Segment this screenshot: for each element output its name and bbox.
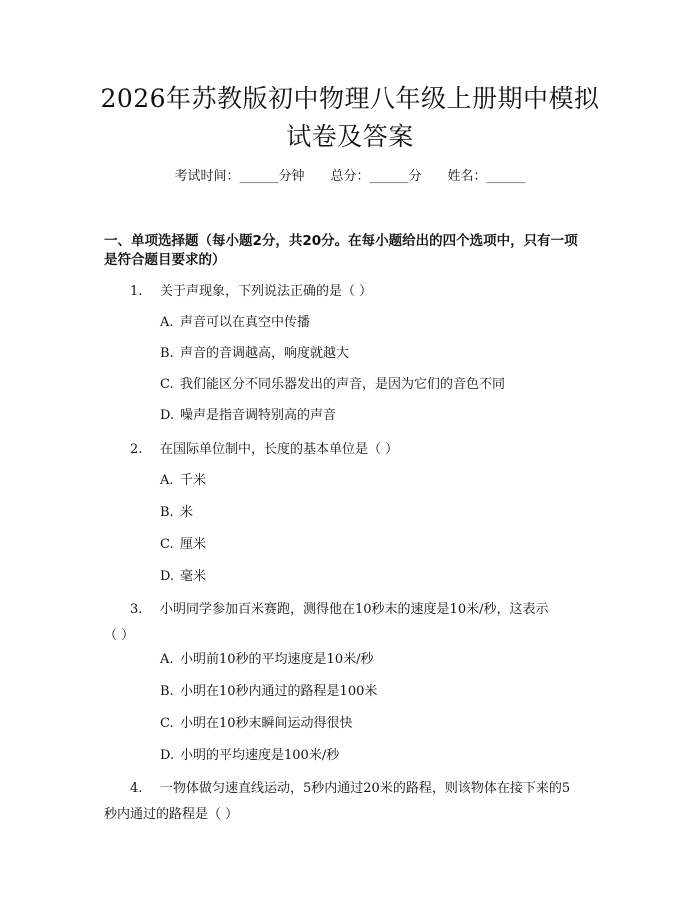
option-2d xyxy=(160,568,206,586)
exam-info-line xyxy=(0,168,700,186)
question-text: 在国际单位制中，长度的基本单位是（ ） xyxy=(160,442,399,457)
option-3b xyxy=(160,683,377,701)
student-name-field: 姓名：______ xyxy=(447,169,526,184)
question-number: 4. xyxy=(130,781,143,796)
option-text: 小明在10秒内通过的路程是100米 xyxy=(180,684,378,699)
option-text: 小明在10秒末瞬间运动得很快 xyxy=(180,716,353,731)
option-3d xyxy=(160,747,339,765)
section-heading-line2: 是符合题目要求的） xyxy=(104,252,226,268)
option-letter: C. xyxy=(160,537,174,552)
option-letter: A. xyxy=(160,473,174,488)
option-1c xyxy=(160,376,505,394)
option-letter: A. xyxy=(160,315,174,330)
option-2a xyxy=(160,472,206,490)
option-letter: D. xyxy=(160,748,175,763)
question-text: 一物体做匀速直线运动，5秒内通过20米的路程，则该物体在接下来的5 xyxy=(160,781,571,796)
option-1a xyxy=(160,314,310,332)
option-text: 声音的音调越高，响度就越大 xyxy=(180,346,350,361)
question-text: 关于声现象，下列说法正确的是（ ） xyxy=(160,284,373,299)
option-letter: D. xyxy=(160,408,175,423)
option-text: 米 xyxy=(180,505,194,520)
option-text: 小明前10秒的平均速度是10米/秒 xyxy=(180,652,374,667)
option-text: 小明的平均速度是100米/秒 xyxy=(180,748,340,763)
option-letter: A. xyxy=(160,652,174,667)
question-number: 1. xyxy=(130,284,143,299)
total-score-field: 总分：______分 xyxy=(330,169,422,184)
document-title-line1: 2026年苏教版初中物理八年级上册期中模拟 xyxy=(100,84,600,113)
option-text: 厘米 xyxy=(180,537,207,552)
option-text: 我们能区分不同乐器发出的声音，是因为它们的音色不同 xyxy=(180,377,506,392)
option-text: 声音可以在真空中传播 xyxy=(180,315,311,330)
exam-time-field: 考试时间：______分钟 xyxy=(174,169,305,184)
document-title-line2: 试卷及答案 xyxy=(286,122,414,151)
option-3a xyxy=(160,651,373,669)
option-1d xyxy=(160,407,336,425)
option-letter: B. xyxy=(160,684,174,699)
option-letter: B. xyxy=(160,505,174,520)
option-text: 千米 xyxy=(180,473,207,488)
question-text: 小明同学参加百米赛跑，测得他在10秒末的速度是10米/秒，这表示 xyxy=(160,602,549,617)
question-number: 2. xyxy=(130,442,143,457)
option-text: 毫米 xyxy=(180,569,207,584)
option-letter: C. xyxy=(160,716,174,731)
option-letter: B. xyxy=(160,346,174,361)
option-letter: D. xyxy=(160,569,175,584)
option-text: 噪声是指音调特别高的声音 xyxy=(180,408,337,423)
option-2b xyxy=(160,504,193,522)
section-heading-line1: 一、单项选择题（每小题2分，共20分。在每小题给出的四个选项中，只有一项 xyxy=(104,233,578,249)
option-3c xyxy=(160,715,353,733)
option-letter: C. xyxy=(160,377,174,392)
option-2c xyxy=(160,536,206,554)
question-number: 3. xyxy=(130,602,143,617)
option-1b xyxy=(160,345,349,363)
question-text-continuation: 秒内通过的路程是（ ） xyxy=(104,807,239,822)
question-text-continuation: （ ） xyxy=(104,628,135,643)
